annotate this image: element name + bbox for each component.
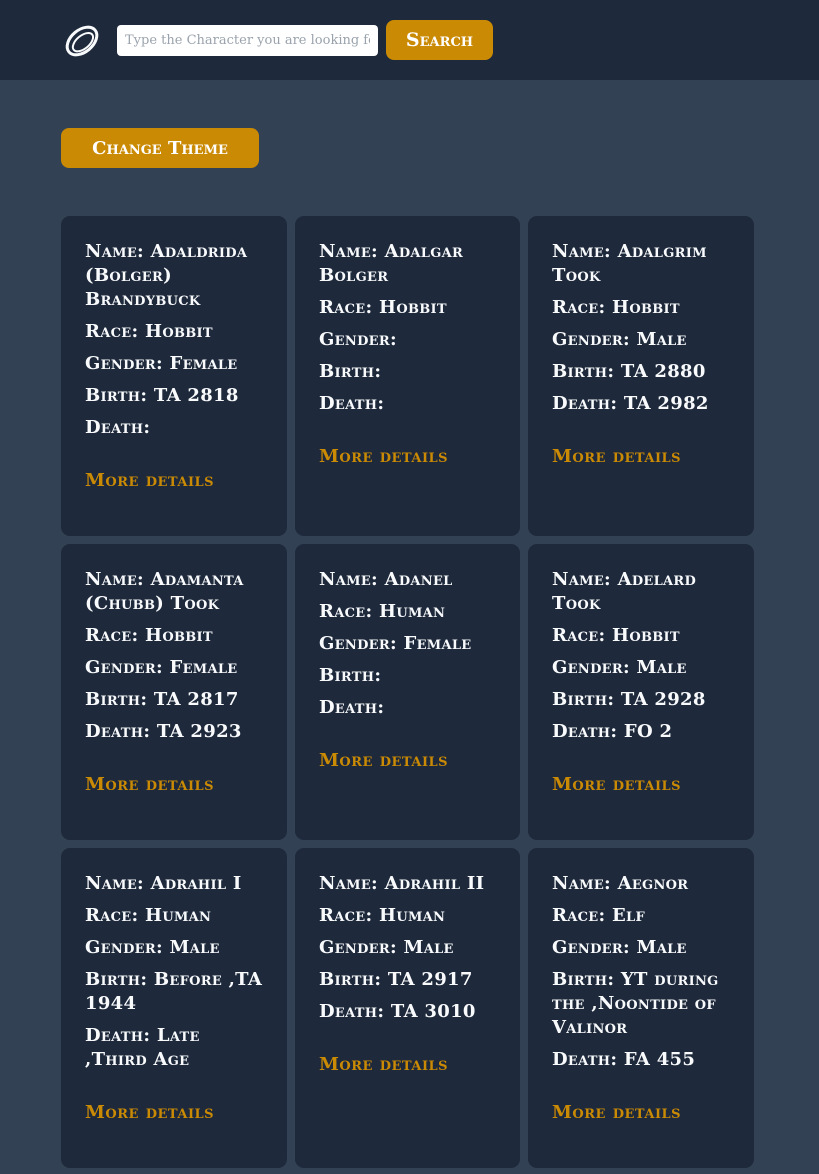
character-name [85, 568, 267, 616]
race-value: Hobbit [145, 625, 213, 646]
character-death [85, 416, 267, 440]
birth-value: TA 2818 [153, 385, 239, 406]
race-value: Human [379, 905, 446, 926]
name-label: Name: [319, 873, 378, 894]
death-label: Death: [85, 721, 151, 742]
death-value: TA 3010 [390, 1001, 476, 1022]
death-label: Death: [85, 1025, 151, 1046]
birth-value: TA 2928 [620, 689, 706, 710]
birth-value: TA 2817 [153, 689, 239, 710]
character-race [85, 320, 267, 344]
character-race [85, 624, 267, 648]
character-card [528, 848, 754, 1168]
character-name [85, 240, 267, 312]
more-details-link[interactable]: More details [85, 774, 215, 795]
more-details-link[interactable]: More details [552, 446, 682, 467]
birth-label: Birth: [85, 689, 148, 710]
character-gender [85, 352, 267, 376]
character-death [319, 696, 500, 720]
character-death [85, 720, 267, 744]
death-value: TA 2923 [156, 721, 242, 742]
character-race [319, 600, 500, 624]
character-birth [319, 360, 500, 384]
gender-label: Gender: [552, 329, 630, 350]
change-theme-button[interactable]: Change Theme [61, 128, 259, 168]
name-value: Adelard Took [552, 569, 697, 614]
character-race [552, 624, 734, 648]
character-death [552, 392, 734, 416]
birth-label: Birth: [552, 689, 615, 710]
more-details-link[interactable]: More details [552, 1102, 682, 1123]
character-gender [319, 328, 500, 352]
character-race [552, 904, 734, 928]
name-value: Adalgrim Took [552, 241, 707, 286]
race-label: Race: [85, 905, 139, 926]
race-label: Race: [319, 297, 373, 318]
character-name [552, 240, 734, 288]
character-card [61, 544, 287, 840]
search-input[interactable] [117, 25, 378, 56]
more-details-link[interactable]: More details [319, 446, 449, 467]
death-label: Death: [552, 721, 618, 742]
character-birth [552, 968, 734, 1040]
character-birth [319, 968, 500, 992]
more-details-link[interactable]: More details [319, 1054, 449, 1075]
race-value: Human [145, 905, 212, 926]
gender-value: Female [403, 633, 472, 654]
more-details-link[interactable]: More details [552, 774, 682, 795]
search-button[interactable]: Search [386, 20, 493, 60]
name-value: Adamanta (Chubb) Took [85, 569, 244, 614]
name-value: Adrahil II [384, 873, 485, 894]
character-name [319, 872, 500, 896]
gender-label: Gender: [319, 633, 397, 654]
character-name [552, 872, 734, 896]
birth-value: TA 2917 [387, 969, 473, 990]
death-label: Death: [319, 1001, 385, 1022]
race-value: Hobbit [612, 625, 680, 646]
more-details-link[interactable]: More details [85, 470, 215, 491]
more-details-link[interactable]: More details [85, 1102, 215, 1123]
name-label: Name: [85, 569, 144, 590]
character-birth [319, 664, 500, 688]
character-card [295, 544, 520, 840]
gender-value: Female [169, 353, 238, 374]
character-name [552, 568, 734, 616]
race-label: Race: [85, 321, 139, 342]
gender-value: Male [636, 657, 687, 678]
death-label: Death: [85, 417, 151, 438]
gender-label: Gender: [319, 329, 397, 350]
character-card [61, 848, 287, 1168]
gender-value: Male [636, 937, 687, 958]
race-label: Race: [552, 905, 606, 926]
character-card [528, 216, 754, 536]
more-details-link[interactable]: More details [319, 750, 449, 771]
race-value: Hobbit [379, 297, 447, 318]
race-label: Race: [85, 625, 139, 646]
character-death [85, 1024, 267, 1072]
name-label: Name: [319, 241, 378, 262]
character-death [319, 1000, 500, 1024]
character-gender [552, 328, 734, 352]
race-label: Race: [319, 905, 373, 926]
name-label: Name: [85, 873, 144, 894]
character-gender [319, 632, 500, 656]
gender-label: Gender: [319, 937, 397, 958]
birth-value: TA 2880 [620, 361, 706, 382]
character-birth [85, 688, 267, 712]
death-label: Death: [319, 697, 385, 718]
birth-label: Birth: [319, 665, 382, 686]
name-label: Name: [85, 241, 144, 262]
gender-label: Gender: [552, 657, 630, 678]
name-value: Adalgar Bolger [319, 241, 464, 286]
character-birth [85, 968, 267, 1016]
race-value: Hobbit [145, 321, 213, 342]
character-gender [85, 936, 267, 960]
character-race [319, 296, 500, 320]
death-value: Late ,Third Age [85, 1025, 200, 1070]
gender-value: Male [403, 937, 454, 958]
birth-value: YT during the ,Noontide of Valinor [552, 969, 719, 1038]
death-value: FA 455 [623, 1049, 696, 1070]
name-label: Name: [552, 569, 611, 590]
gender-label: Gender: [85, 353, 163, 374]
birth-label: Birth: [85, 385, 148, 406]
death-value: FO 2 [623, 721, 673, 742]
character-gender [552, 936, 734, 960]
character-gender [85, 656, 267, 680]
death-label: Death: [552, 393, 618, 414]
character-birth [552, 360, 734, 384]
ring-icon[interactable] [62, 22, 102, 60]
character-name [319, 240, 500, 288]
gender-value: Female [169, 657, 238, 678]
gender-value: Male [636, 329, 687, 350]
character-name [319, 568, 500, 592]
character-race [552, 296, 734, 320]
birth-label: Birth: [552, 361, 615, 382]
gender-label: Gender: [85, 937, 163, 958]
death-label: Death: [552, 1049, 618, 1070]
birth-label: Birth: [319, 361, 382, 382]
race-value: Human [379, 601, 446, 622]
death-value: TA 2982 [623, 393, 709, 414]
name-value: Aegnor [617, 873, 689, 894]
character-birth [552, 688, 734, 712]
character-death [552, 720, 734, 744]
death-label: Death: [319, 393, 385, 414]
birth-label: Birth: [85, 969, 148, 990]
character-death [319, 392, 500, 416]
race-value: Elf [612, 905, 646, 926]
birth-value: Before ,TA 1944 [85, 969, 263, 1014]
character-card [295, 848, 520, 1168]
race-label: Race: [319, 601, 373, 622]
character-card [295, 216, 520, 536]
race-label: Race: [552, 625, 606, 646]
character-race [319, 904, 500, 928]
name-label: Name: [552, 873, 611, 894]
birth-label: Birth: [552, 969, 615, 990]
character-birth [85, 384, 267, 408]
character-card [528, 544, 754, 840]
character-gender [552, 656, 734, 680]
name-value: Adanel [384, 569, 453, 590]
gender-value: Male [169, 937, 220, 958]
name-label: Name: [319, 569, 378, 590]
character-card [61, 216, 287, 536]
name-value: Adrahil I [150, 873, 242, 894]
race-value: Hobbit [612, 297, 680, 318]
birth-label: Birth: [319, 969, 382, 990]
race-label: Race: [552, 297, 606, 318]
character-name [85, 872, 267, 896]
character-race [85, 904, 267, 928]
gender-label: Gender: [85, 657, 163, 678]
character-death [552, 1048, 734, 1072]
navbar [0, 0, 819, 80]
name-label: Name: [552, 241, 611, 262]
name-value: Adaldrida (Bolger) Brandybuck [85, 241, 248, 310]
gender-label: Gender: [552, 937, 630, 958]
character-gender [319, 936, 500, 960]
